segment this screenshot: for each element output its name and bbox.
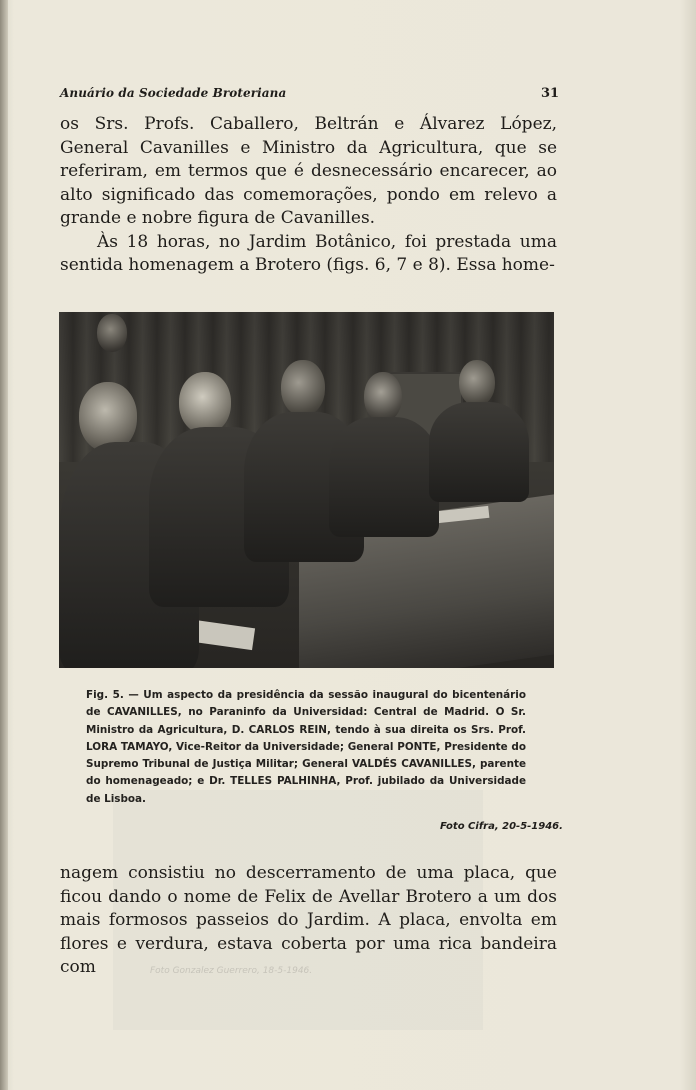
text-block-top bbox=[60, 113, 557, 278]
figure-caption: Fig. 5. — Um aspecto da presidência da sessão inaugural do bicentenário de CAVANILLES, no Paraninfo da Universidad: Central de Madrid. O Sr. Ministro da Agricultura, D. CARLOS REIN, tendo à sua direita os Srs. Prof. LORA TAMAYO, Vice-Reitor da Universidade; General PONTE, Presidente do Supremo Tribunal de Justiça Militar; General VALDÉS CAVANILLES, parente do homenageado; e Dr. TELLES PALHINHA, Prof. jubilado da Universidade de Lisboa. bbox=[86, 689, 526, 805]
running-header: Anuário da Sociedade Broteriana bbox=[60, 86, 287, 100]
text-block-bottom bbox=[60, 862, 557, 980]
paragraph-3: nagem consistiu no descerramento de uma placa, que ficou dando o nome de Felix de Avellar Brotero a um dos mais formosos passeios do Jardim. A placa, envolta em flores e verdura, estava coberta por uma rica bandeira com bbox=[60, 863, 557, 977]
page-number: 31 bbox=[541, 86, 560, 101]
page-gutter-shadow bbox=[0, 0, 8, 1090]
paragraph-2: Às 18 horas, no Jardim Botânico, foi prestada uma sentida homenagem a Brotero (figs. 6, 7 e 8). Essa home- bbox=[60, 231, 557, 275]
show-through-text: Foto Gonzalez Guerrero, 18-5-1946. bbox=[150, 966, 313, 976]
photo-credit: Foto Cifra, 20-5-1946. bbox=[440, 821, 563, 832]
figure-photo bbox=[59, 312, 554, 668]
paragraph-1: os Srs. Profs. Caballero, Beltrán e Álvarez López, General Cavanilles e Ministro da Agricultura, que se referiram, em termos que é desnecessário encarecer, ao alto significado das comemorações, pondo em relevo a grande e nobre figura de Cavanilles. bbox=[60, 114, 557, 228]
